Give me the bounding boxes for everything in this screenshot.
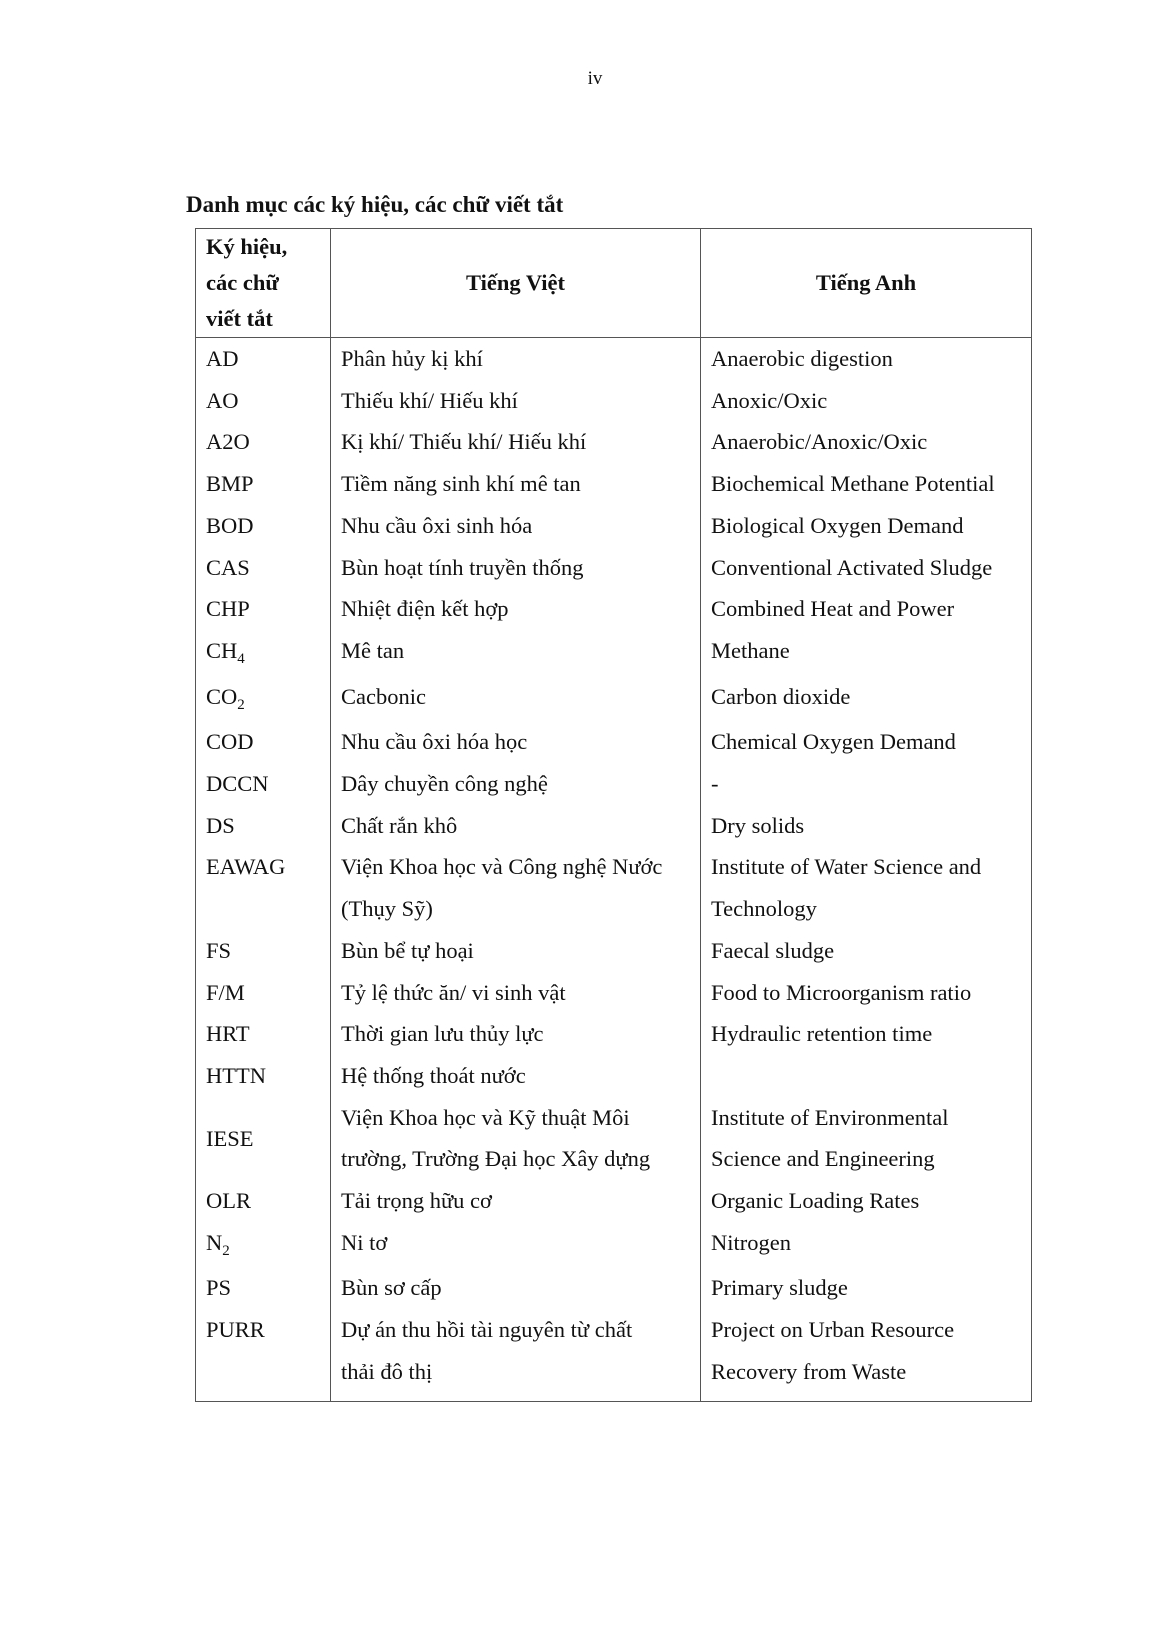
cell-vietnamese: Cacbonic: [331, 676, 701, 722]
cell-vietnamese: Thời gian lưu thủy lực: [331, 1013, 701, 1055]
cell-abbreviation: PURR: [196, 1309, 331, 1401]
cell-english: Hydraulic retention time: [701, 1013, 1032, 1055]
cell-vietnamese: Kị khí/ Thiếu khí/ Hiếu khí: [331, 421, 701, 463]
cell-abbreviation: DS: [196, 805, 331, 847]
cell-abbreviation: DCCN: [196, 763, 331, 805]
abbreviation-subscript: 2: [222, 1242, 230, 1259]
cell-vietnamese: Bùn hoạt tính truyền thống: [331, 547, 701, 589]
english-line: Recovery from Waste: [711, 1358, 907, 1384]
table-row: [196, 846, 1032, 929]
english-line: Institute of Water Science and: [711, 854, 982, 880]
table-row: [196, 930, 1032, 972]
cell-english: Anaerobic digestion: [701, 338, 1032, 380]
cell-english: Faecal sludge: [701, 930, 1032, 972]
cell-abbreviation: HRT: [196, 1013, 331, 1055]
cell-abbreviation: [196, 676, 331, 722]
vietnamese-line: thải đô thị: [341, 1358, 433, 1384]
abbreviation-table: [195, 228, 1032, 1402]
table-row: [196, 972, 1032, 1014]
cell-abbreviation: PS: [196, 1267, 331, 1309]
cell-vietnamese: [331, 1309, 701, 1401]
vietnamese-line: trường, Trường Đại học Xây dựng: [341, 1146, 651, 1172]
table-row: [196, 1055, 1032, 1097]
cell-vietnamese: Tiềm năng sinh khí mê tan: [331, 463, 701, 505]
cell-english: Conventional Activated Sludge: [701, 547, 1032, 589]
cell-vietnamese: Dây chuyền công nghệ: [331, 763, 701, 805]
cell-english: -: [701, 763, 1032, 805]
cell-english: Organic Loading Rates: [701, 1180, 1032, 1222]
cell-english: Chemical Oxygen Demand: [701, 721, 1032, 763]
cell-abbreviation: F/M: [196, 972, 331, 1014]
abbreviation-subscript: 2: [237, 696, 245, 713]
table-row: [196, 721, 1032, 763]
cell-vietnamese: Chất rắn khô: [331, 805, 701, 847]
cell-english: Nitrogen: [701, 1222, 1032, 1268]
cell-abbreviation: BOD: [196, 505, 331, 547]
cell-english: Biochemical Methane Potential: [701, 463, 1032, 505]
cell-vietnamese: Phân hủy kị khí: [331, 338, 701, 380]
cell-vietnamese: Nhu cầu ôxi hóa học: [331, 721, 701, 763]
cell-english: Dry solids: [701, 805, 1032, 847]
cell-abbreviation: BMP: [196, 463, 331, 505]
abbreviation-base: N: [206, 1229, 223, 1255]
table-row: [196, 1097, 1032, 1180]
cell-vietnamese: Tải trọng hữu cơ: [331, 1180, 701, 1222]
cell-vietnamese: [331, 1097, 701, 1180]
cell-vietnamese: Ni tơ: [331, 1222, 701, 1268]
cell-english: Biological Oxygen Demand: [701, 505, 1032, 547]
table-row: [196, 421, 1032, 463]
cell-english: [701, 846, 1032, 929]
page-title: Danh mục các ký hiệu, các chữ viết tắt: [186, 192, 564, 217]
table-row: [196, 588, 1032, 630]
vietnamese-line: Viện Khoa học và Công nghệ Nước: [341, 854, 663, 880]
vietnamese-line: (Thụy Sỹ): [341, 896, 433, 922]
header-abbreviation-line: các chữ: [206, 270, 279, 295]
header-abbreviation-line: viết tắt: [206, 306, 273, 331]
table-row: [196, 505, 1032, 547]
english-line: Institute of Environmental: [711, 1104, 949, 1130]
cell-english: Food to Microorganism ratio: [701, 972, 1032, 1014]
table-row: [196, 338, 1032, 380]
cell-abbreviation: AO: [196, 380, 331, 422]
abbreviation-base: CO: [206, 683, 238, 709]
english-line: Technology: [711, 896, 817, 922]
cell-vietnamese: [331, 846, 701, 929]
page-number: iv: [587, 68, 603, 89]
cell-english: [701, 1097, 1032, 1180]
table-row: [196, 1309, 1032, 1401]
cell-abbreviation: CHP: [196, 588, 331, 630]
header-abbreviation: [196, 229, 331, 338]
table-row: [196, 547, 1032, 589]
vietnamese-line: Dự án thu hồi tài nguyên từ chất: [341, 1317, 633, 1343]
table-row: [196, 805, 1032, 847]
table-body: [196, 338, 1032, 1402]
cell-abbreviation: AD: [196, 338, 331, 380]
cell-english: Combined Heat and Power: [701, 588, 1032, 630]
cell-abbreviation: COD: [196, 721, 331, 763]
cell-english: Anoxic/Oxic: [701, 380, 1032, 422]
cell-abbreviation: [196, 1222, 331, 1268]
table-row: [196, 763, 1032, 805]
cell-abbreviation: EAWAG: [196, 846, 331, 929]
abbreviation-base: CH: [206, 637, 238, 663]
cell-abbreviation: A2O: [196, 421, 331, 463]
english-line: Project on Urban Resource: [711, 1317, 955, 1343]
header-abbreviation-line: Ký hiệu,: [206, 234, 288, 259]
cell-english: Methane: [701, 630, 1032, 676]
cell-english: [701, 1055, 1032, 1097]
cell-english: Primary sludge: [701, 1267, 1032, 1309]
table-row: [196, 1222, 1032, 1268]
table-row: [196, 1267, 1032, 1309]
table-row: [196, 676, 1032, 722]
cell-vietnamese: Mê tan: [331, 630, 701, 676]
cell-english: [701, 1309, 1032, 1401]
cell-vietnamese: Thiếu khí/ Hiếu khí: [331, 380, 701, 422]
table-row: [196, 463, 1032, 505]
vietnamese-line: Viện Khoa học và Kỹ thuật Môi: [341, 1104, 630, 1130]
abbreviation-subscript: 4: [237, 650, 245, 667]
header-vietnamese: Tiếng Việt: [331, 229, 701, 338]
cell-vietnamese: Nhiệt điện kết hợp: [331, 588, 701, 630]
cell-english: Carbon dioxide: [701, 676, 1032, 722]
cell-english: Anaerobic/Anoxic/Oxic: [701, 421, 1032, 463]
cell-vietnamese: Bùn bể tự hoại: [331, 930, 701, 972]
cell-abbreviation: [196, 630, 331, 676]
table-row: [196, 630, 1032, 676]
english-line: Science and Engineering: [711, 1146, 935, 1172]
header-english: Tiếng Anh: [701, 229, 1032, 338]
cell-abbreviation: IESE: [196, 1097, 331, 1180]
table-row: [196, 380, 1032, 422]
cell-vietnamese: Tỷ lệ thức ăn/ vi sinh vật: [331, 972, 701, 1014]
cell-vietnamese: Bùn sơ cấp: [331, 1267, 701, 1309]
cell-vietnamese: Hệ thống thoát nước: [331, 1055, 701, 1097]
cell-abbreviation: OLR: [196, 1180, 331, 1222]
cell-abbreviation: FS: [196, 930, 331, 972]
table-row: [196, 1180, 1032, 1222]
cell-vietnamese: Nhu cầu ôxi sinh hóa: [331, 505, 701, 547]
table-row: [196, 1013, 1032, 1055]
table-header-row: [196, 229, 1032, 338]
cell-abbreviation: HTTN: [196, 1055, 331, 1097]
cell-abbreviation: CAS: [196, 547, 331, 589]
